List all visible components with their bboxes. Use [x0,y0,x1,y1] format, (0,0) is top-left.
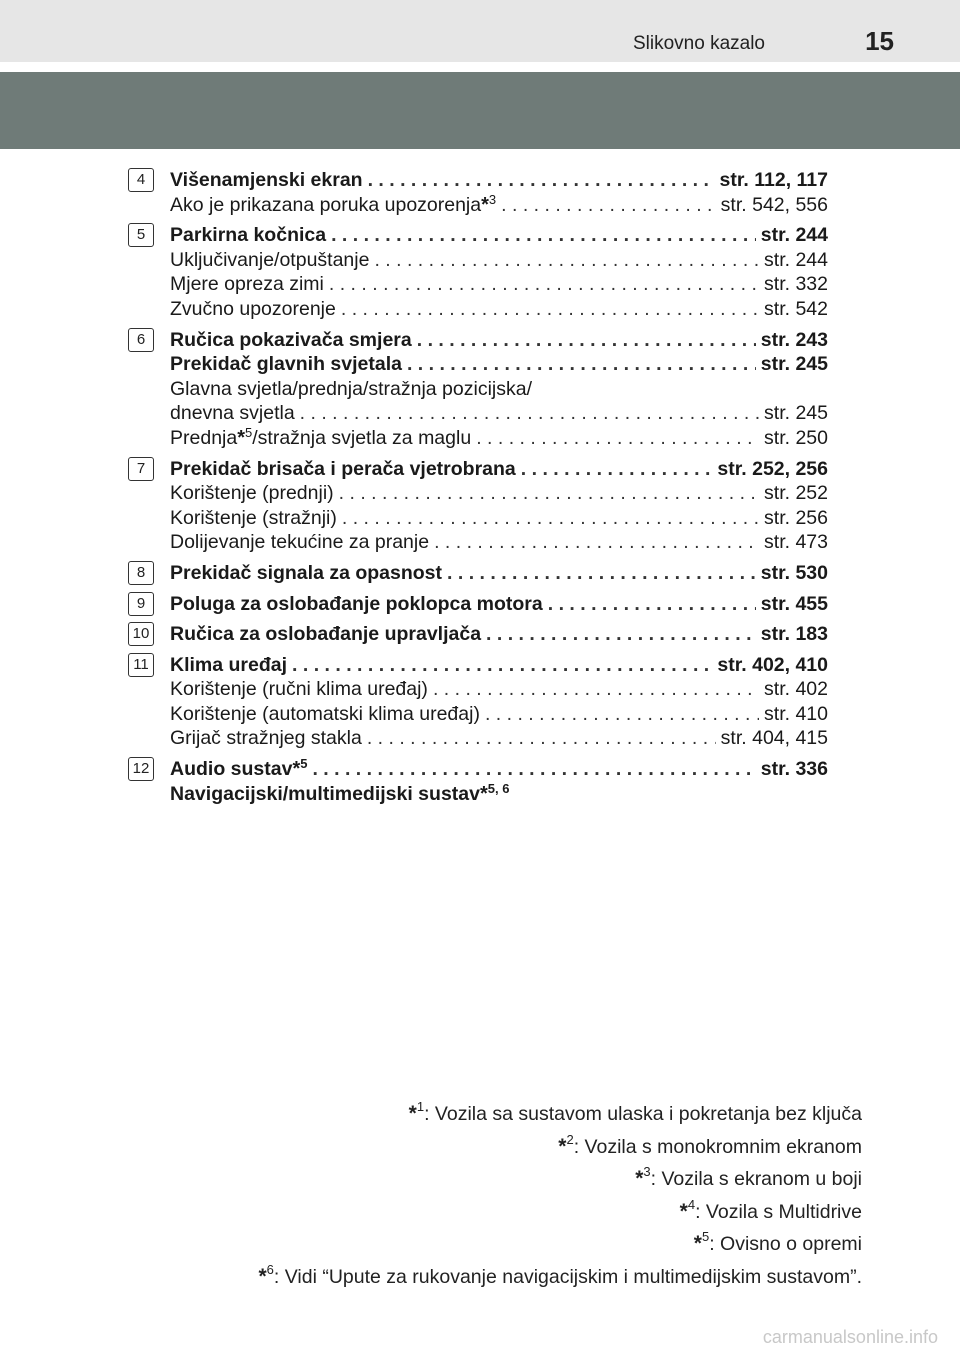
dot-leader [300,401,759,426]
callout-number-badge: 9 [128,592,154,616]
page-reference: str. 256 [764,506,828,529]
page-reference: str. 245 [764,402,828,425]
callout-number-badge: 5 [128,223,154,247]
entry-row [170,726,828,751]
entry-group [128,328,828,451]
entry-label [170,592,543,617]
footnote-asterisk: * [635,1167,644,1191]
entry-label-text: Ručica pokazivača smjera [170,328,412,351]
footnotes [258,1098,862,1294]
footnote-asterisk: * [679,1199,688,1223]
dot-leader [476,426,759,451]
page-reference: str. 245 [760,353,828,376]
entry-label [170,426,471,451]
entry-label-text: Korištenje (stražnji) [170,506,337,529]
entry-row [170,757,828,782]
footnote-number: 5 [701,1229,710,1245]
entry-rows [170,561,828,586]
entry-label-text: Glavna svjetla/prednja/stražnja pozicijska/ [170,377,533,400]
callout-number-badge: 11 [128,653,154,677]
entry-label [170,378,532,400]
entry-row [170,677,828,702]
entry-label [170,352,402,377]
entry-row [170,622,828,647]
dot-leader [434,530,759,555]
page-reference: str. 402 [764,678,828,701]
entry-row [170,193,828,218]
page-reference: str. 336 [760,758,828,781]
entry-row [170,297,828,322]
entry-rows [170,223,828,321]
page-reference: str. 402, 410 [717,653,828,676]
footnote-line [258,1163,862,1196]
footnote-asterisk: * [258,1264,267,1288]
footnote-number: 4 [687,1196,696,1212]
entry-label-text: Navigacijski/multimedijski sustav [170,782,480,805]
dot-leader [292,653,712,678]
footnote-asterisk: * [481,193,489,216]
header-band [0,72,960,149]
entry-label-text: dnevna svjetla [170,402,295,425]
entry-label [170,677,428,702]
dot-leader [312,757,755,782]
entry-row [170,653,828,678]
footnote-line [258,1228,862,1261]
entry-row [170,272,828,297]
footnote-text: : Vozila sa sustavom ulaska i pokretanja bez ključa [424,1103,862,1125]
entry-label [170,653,287,678]
dot-leader [447,561,756,586]
page-reference: str. 473 [764,531,828,554]
entry-label [170,457,516,482]
entry-row [170,426,828,451]
entry-label-text: Korištenje (automatski klima uređaj) [170,702,480,725]
entry-label [170,481,334,506]
entry-label-text: Korištenje (ručni klima uređaj) [170,678,428,701]
footnote-ref: 5, 6 [487,780,510,796]
footnote-number: 2 [566,1131,574,1147]
footnote-line [258,1196,862,1229]
entry-row [170,530,828,555]
entry-row [170,782,828,807]
entry-row [170,377,828,402]
footnote-asterisk: * [237,426,246,449]
entry-label [170,506,337,531]
entry-label-text: Klima uređaj [170,653,288,676]
dot-leader [329,272,759,297]
page-reference: str. 244 [760,224,828,247]
page-reference: str. 183 [760,623,828,646]
entry-row [170,481,828,506]
footnote-asterisk: * [408,1102,417,1125]
entry-label [170,168,363,193]
page-reference: str. 410 [764,702,828,725]
entry-label-text: Ako je prikazana poruka upozorenja [170,193,482,216]
entry-rows [170,328,828,451]
dot-leader [341,297,759,322]
entry-label-text: Višenamjenski ekran [170,169,363,191]
dot-leader [433,677,759,702]
entry-rows [170,622,828,647]
entry-label-text: Uključivanje/otpuštanje [170,248,370,271]
entry-group [128,653,828,751]
callout-number-badge: 6 [128,328,154,352]
entry-row [170,457,828,482]
page-header [0,0,960,62]
entry-label-text: Audio sustav [170,758,293,781]
page-reference: str. 244 [764,248,828,271]
entry-rows [170,592,828,617]
footnote-asterisk: * [693,1232,702,1256]
footnote-ref: 5 [245,424,253,440]
dot-leader [548,592,756,617]
entry-label [170,248,369,273]
dot-leader [417,328,756,353]
callout-number-badge: 10 [128,622,154,646]
footnote-text: : Vozila s monokromnim ekranom [573,1135,862,1158]
entry-row [170,223,828,248]
entry-row [170,401,828,426]
footnote-text: : Ovisno o opremi [709,1233,862,1256]
footnote-line [258,1131,862,1164]
page-reference: str. 112, 117 [719,169,828,191]
entry-group [128,561,828,586]
entry-group [128,592,828,617]
entry-row [170,248,828,273]
entry-group [128,622,828,647]
dot-leader [331,223,756,248]
footnote-text: : Vidi “Upute za rukovanje navigacijskim i multimedijskim sustavom”. [273,1265,862,1288]
entry-label-text: Prekidač glavnih svjetala [170,353,402,376]
dot-leader [521,457,713,482]
footnote-ref: 3 [488,191,497,207]
entry-label [170,780,510,805]
page-reference: str. 243 [760,328,828,351]
section-title: Slikovno kazalo [632,33,765,54]
entry-group [128,457,828,555]
callout-number-badge: 7 [128,457,154,481]
footnote-text: : Vozila s ekranom u boji [650,1168,862,1191]
footnote-text: : Vozila s Multidrive [695,1200,862,1223]
entry-label-text: Prekidač signala za opasnost [170,561,443,584]
footnote-ref: 5 [300,756,308,772]
page-reference: str. 252 [764,482,828,505]
callout-number-badge: 12 [128,757,154,781]
page-reference: str. 542 [764,297,828,320]
entry-label-text: Poluga za oslobađanje poklopca motora [170,592,543,615]
entry-row [170,702,828,727]
dot-leader [485,702,759,727]
entry-group [128,223,828,321]
entry-label-text-cont: /stražnja svjetla za maglu [252,426,472,449]
entry-label [170,561,442,586]
entry-row [170,168,828,193]
page-reference: str. 455 [760,592,828,615]
dot-leader [374,248,759,273]
dot-leader [486,622,756,647]
entry-row [170,352,828,377]
entry-label [170,328,412,353]
page-reference: str. 530 [760,561,828,584]
entry-label-text: Grijač stražnjeg stakla [170,727,362,750]
dot-leader [501,193,716,218]
watermark: carmanualsonline.info [762,1327,938,1347]
entry-label-text: Parkirna kočnica [170,224,327,247]
footnote-number: 3 [643,1164,651,1180]
callout-number-badge: 8 [128,561,154,585]
entry-label [170,530,429,555]
entry-label [170,622,481,647]
footnote-number: 6 [266,1261,274,1277]
entry-label [170,297,336,322]
entry-label [170,726,362,751]
footnote-line [258,1261,862,1294]
entry-group [128,757,828,806]
entry-label-text: Zvučno upozorenje [170,297,336,320]
entry-label-text: Prekidač brisača i perača vjetrobrana [170,457,516,480]
page-reference: str. 332 [764,273,828,296]
entry-rows [170,168,828,217]
footnote-number: 1 [416,1099,425,1114]
entry-group [128,168,828,217]
entry-label [170,702,480,727]
entry-rows [170,457,828,555]
dot-leader [407,352,756,377]
entry-label [170,223,326,248]
page-reference: str. 542, 556 [720,193,828,216]
entry-label [170,193,496,218]
entry-row [170,592,828,617]
footnote-asterisk: * [292,758,301,781]
entry-label [170,401,295,426]
entry-rows [170,653,828,751]
entry-row [170,561,828,586]
dot-leader [367,726,716,751]
footnote-line [258,1098,862,1131]
dot-leader [339,481,759,506]
entry-label-text: Prednja [170,426,238,449]
entry-row [170,328,828,353]
entry-rows [170,757,828,806]
page-number: 15 [865,26,894,56]
entry-label [170,272,324,297]
entry-label-text: Ručica za oslobađanje upravljača [170,623,482,646]
index-entries [128,168,828,812]
entry-label [170,757,307,782]
dot-leader [368,168,715,193]
callout-number-badge: 4 [128,168,154,192]
entry-label-text: Korištenje (prednji) [170,482,334,505]
page-reference: str. 404, 415 [720,727,828,750]
page-reference: str. 252, 256 [717,457,828,480]
dot-leader [342,506,759,531]
entry-label-text: Mjere opreza zimi [170,273,324,296]
page-reference: str. 250 [764,426,828,449]
entry-row [170,506,828,531]
footnote-asterisk: * [479,782,488,805]
footnote-asterisk: * [558,1134,567,1158]
entry-label-text: Dolijevanje tekućine za pranje [170,531,430,554]
